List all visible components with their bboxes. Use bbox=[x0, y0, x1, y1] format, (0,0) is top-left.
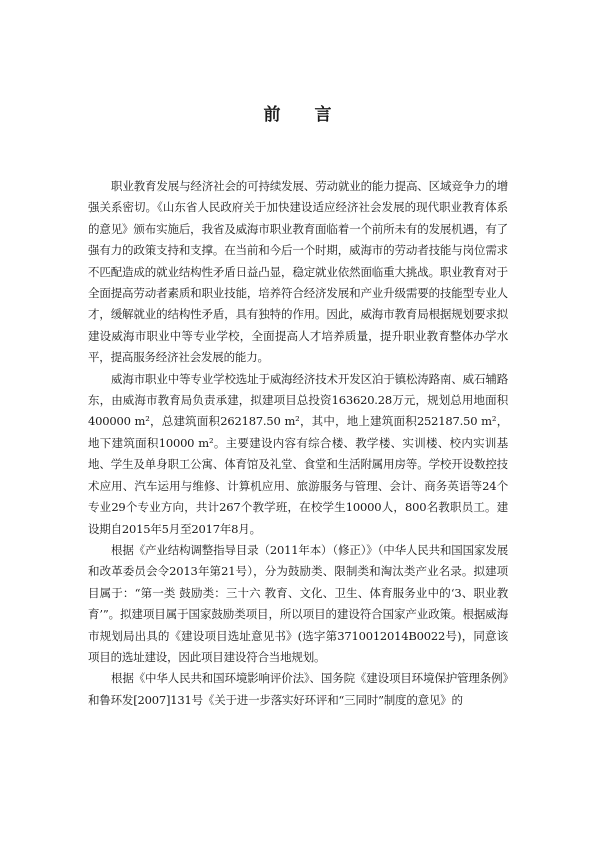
paragraph-3: 根据《产业结构调整指导目录（2011年本）（修正）》（中华人民共和国国家发展和改革委员会令2013年第21号），分为鼓励类、限制类和淘汰类产业名录。拟建项目属于：“第一类 鼓励类：三十六 教育、文化、卫生、体育服务业中的‘3、职业教育’”。拟建项目属于国家鼓励类项目，所以项目的建设符合国家产业政策。根据威海市规划局出具的《建设项目选址意见书》(选字第3710012014B0022号)，同意该项目的选址建设，因此项目建设符合当地规划。 bbox=[88, 542, 508, 664]
document-body bbox=[88, 176, 508, 711]
paragraph-1: 职业教育发展与经济社会的可持续发展、劳动就业的能力提高、区域竞争力的增强关系密切。《山东省人民政府关于加快建设适应经济社会发展的现代职业教育体系的意见》颁布实施后，我省及威海市职业教育面临着一个前所未有的发展机遇，有了强有力的政策支持和支撑。在当前和今后一个时期，威海市的劳动者技能与岗位需求不匹配造成的就业结构性矛盾日益凸显，稳定就业依然面临重大挑战。职业教育对于全面提高劳动者素质和职业技能，培养符合经济发展和产业升级需要的技能型专业人才，缓解就业的结构性矛盾，具有独特的作用。因此，威海市教育局根据规划要求拟建设威海市职业中等专业学校，全面提高人才培养质量，提升职业教育整体办学水平，提高服务经济社会发展的能力。 bbox=[88, 179, 508, 365]
page-title: 前 言 bbox=[263, 105, 346, 125]
paragraph-2: 威海市职业中等专业学校选址于威海经济技术开发区泊于镇松涛路南、威石辅路东，由威海市教育局负责承建，拟建项目总投资163620.28万元，规划总用地面积400000 m²，总建筑面积262187.50 m²，其中，地上建筑面积252187.50 m²，地下建筑面积10000 m²。主要建设内容有综合楼、教学楼、实训楼、校内实训基地、学生及单身职工公寓、体育馆及礼堂、食堂和生活附属用房等。学校开设数控技术应用、汽车运用与维修、计算机应用、旅游服务与管理、会计、商务英语等24个专业29个专业方向，共计267个教学班，在校学生10000人，800名教职员工。建设期自2015年5月至2017年8月。 bbox=[88, 371, 508, 536]
paragraph-4: 根据《中华人民共和国环境影响评价法》、国务院《建设项目环境保护管理条例》和鲁环发[2007]131号《关于进一步落实好环评和“三同时”制度的意见》的 bbox=[88, 671, 508, 707]
